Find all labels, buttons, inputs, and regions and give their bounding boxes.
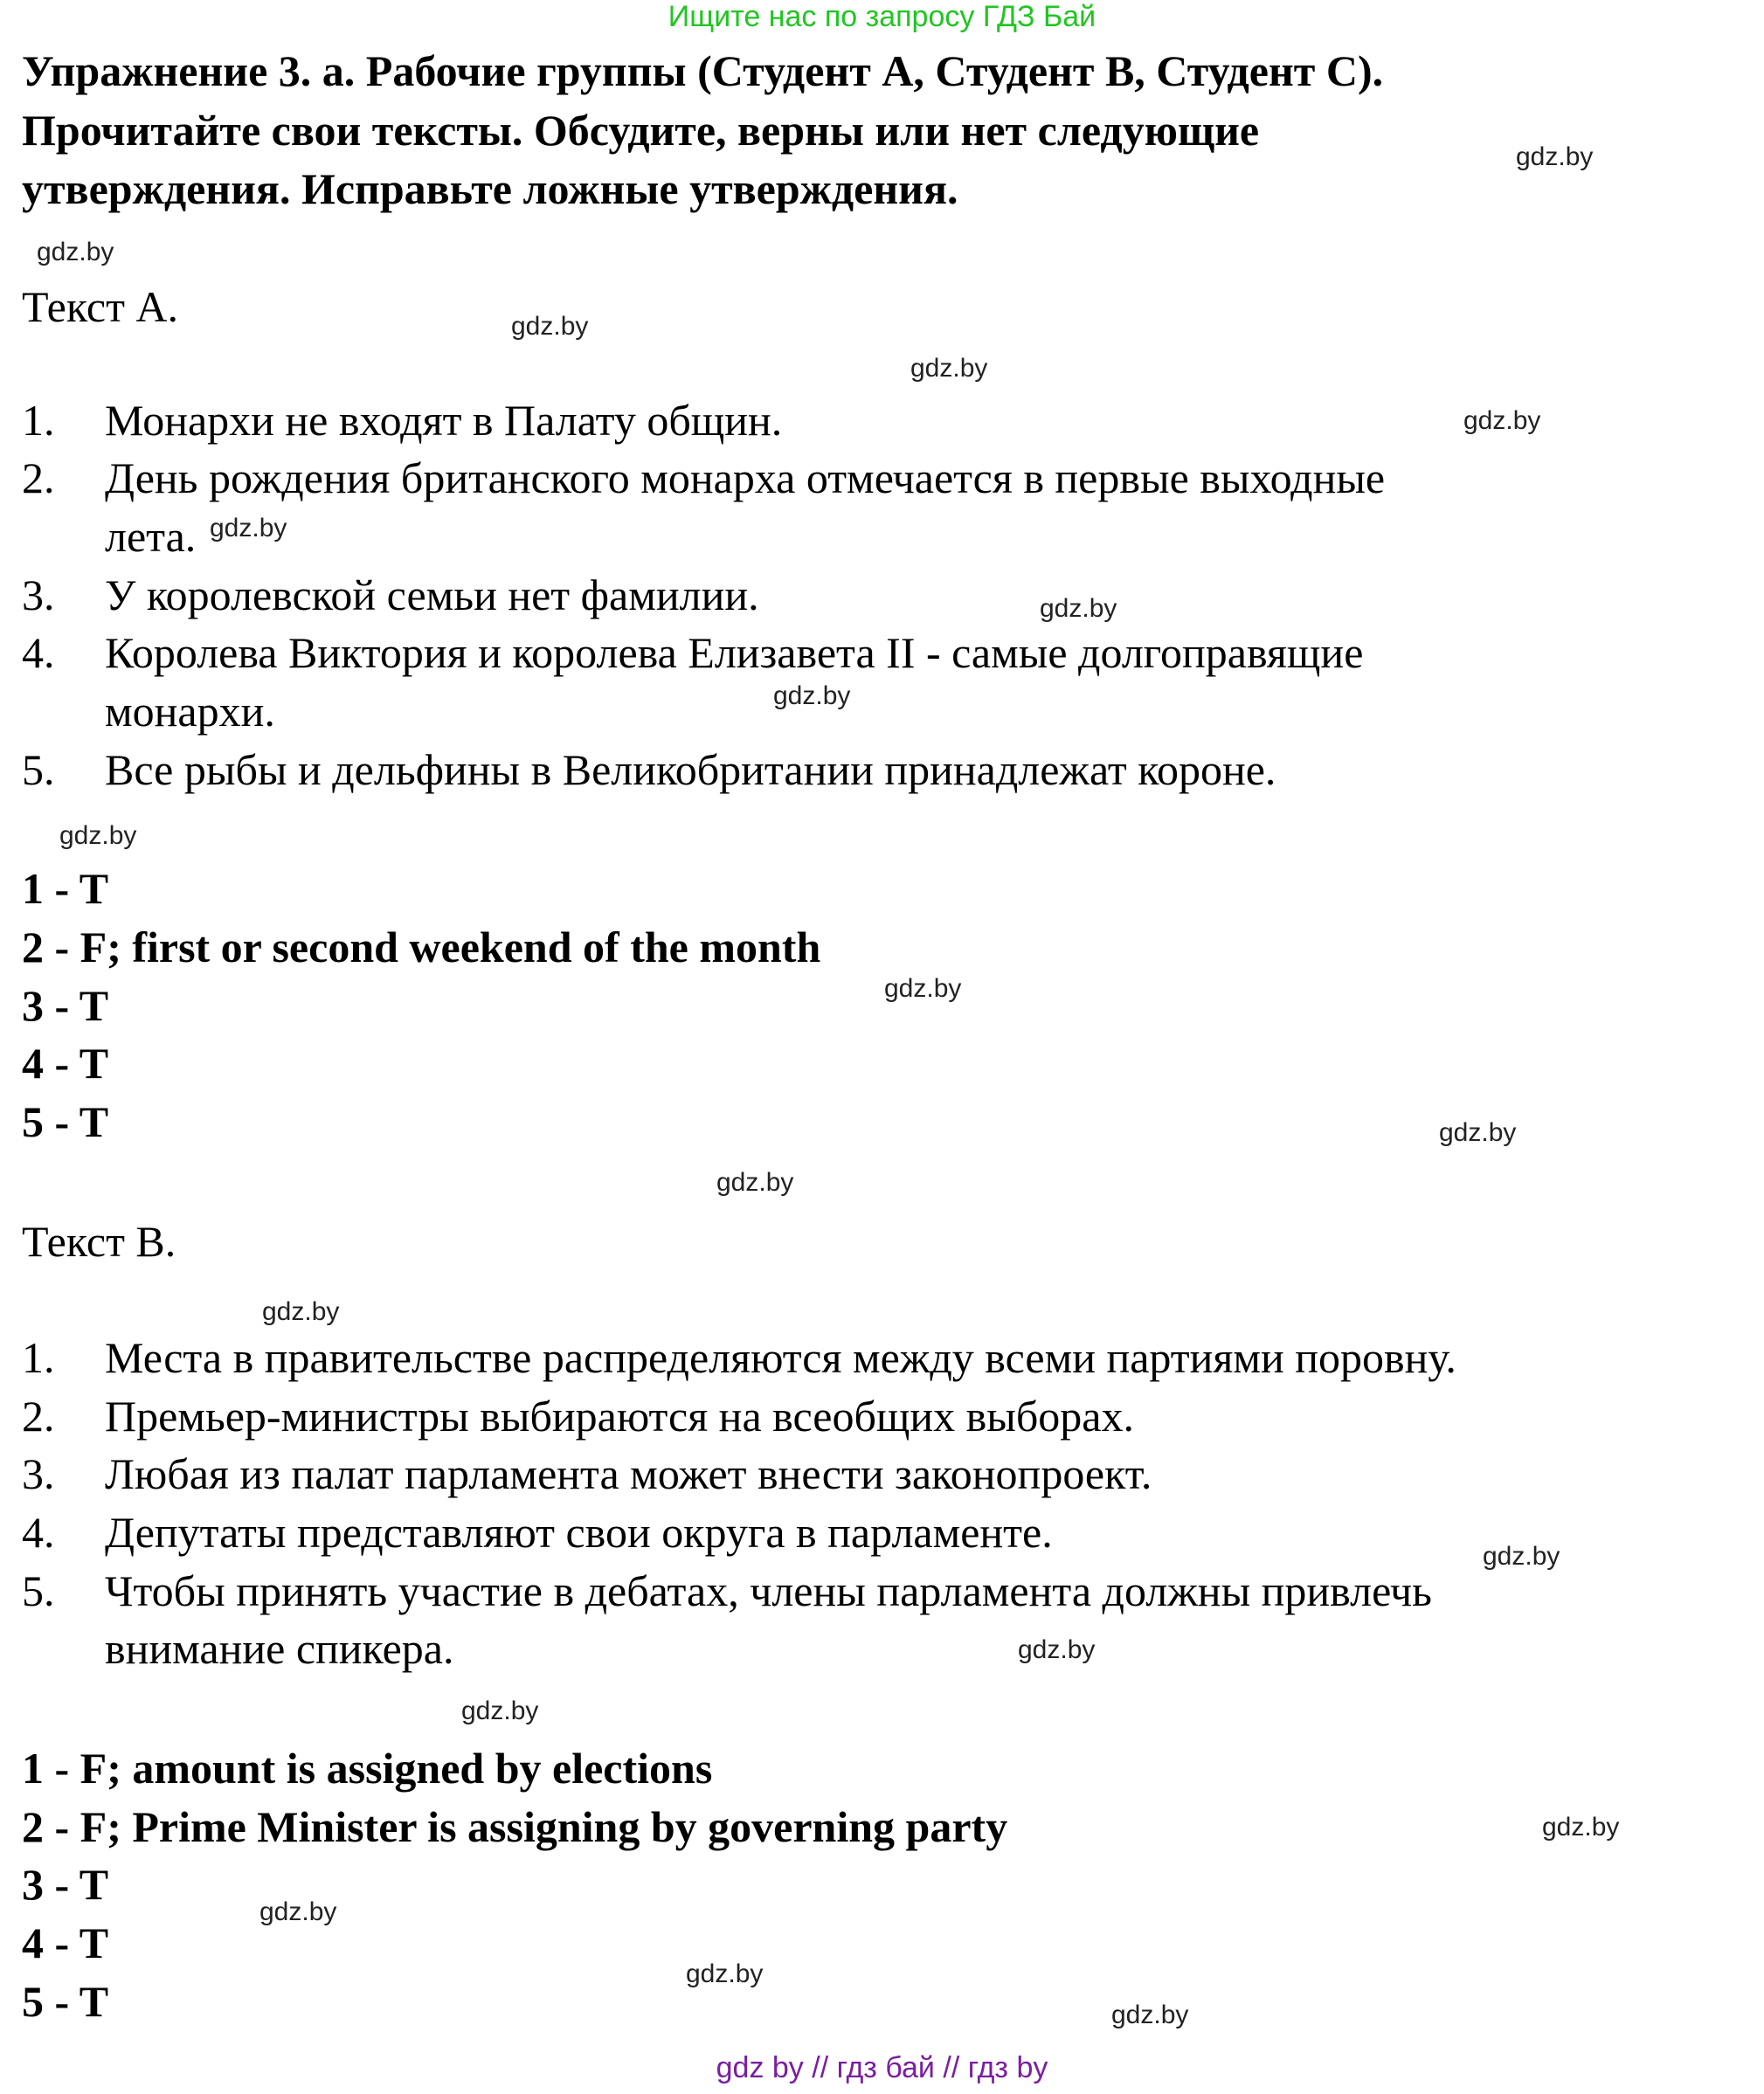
text-a-item-2-num: 2.	[22, 453, 55, 502]
text-b-heading: Текст В.	[22, 1217, 176, 1266]
text-a-answer-5: 5 - T	[22, 1097, 109, 1146]
watermark: gdz.by	[1018, 1635, 1096, 1664]
text-b-item-1-text: Места в правительстве распределяются между всеми партиями поровну.	[105, 1333, 1456, 1382]
watermark: gdz.by	[1040, 594, 1117, 623]
exercise-title-line-3: утверждения. Исправьте ложные утверждения.	[22, 164, 958, 213]
text-b-answer-3: 3 - T	[22, 1860, 109, 1909]
watermark: gdz.by	[262, 1297, 340, 1326]
exercise-title-line-2: Прочитайте свои тексты. Обсудите, верны или нет следующие	[22, 106, 1260, 155]
text-b-answer-2: 2 - F; Prime Minister is assigning by governing party	[22, 1802, 1008, 1851]
text-a-item-4-num: 4.	[22, 628, 55, 677]
text-a-item-5-text: Все рыбы и дельфины в Великобритании принадлежат короне.	[105, 745, 1276, 794]
text-b-answer-5: 5 - T	[22, 1977, 109, 2026]
text-a-answer-3: 3 - T	[22, 981, 109, 1030]
text-a-item-3-text: У королевской семьи нет фамилии.	[105, 570, 759, 619]
watermark: gdz.by	[37, 238, 114, 266]
text-a-item-2-text-cont: лета.	[105, 512, 197, 561]
footer-links: gdz by // гдз бай // гдз by	[716, 2051, 1048, 2084]
text-a-item-1-text: Монархи не входят в Палату общин.	[105, 396, 783, 445]
text-a-answer-4: 4 - T	[22, 1039, 109, 1088]
watermark: gdz.by	[461, 1697, 539, 1725]
watermark: gdz.by	[1463, 406, 1541, 435]
text-a-answer-2: 2 - F; first or second weekend of the month	[22, 923, 821, 971]
text-b-item-2-num: 2.	[22, 1392, 55, 1441]
text-a-item-1-num: 1.	[22, 396, 55, 445]
watermark: gdz.by	[773, 681, 851, 710]
text-a-item-3-num: 3.	[22, 570, 55, 619]
watermark: gdz.by	[1439, 1118, 1517, 1147]
text-b-item-5-text: Чтобы принять участие в дебатах, члены парламента должны привлечь	[105, 1566, 1432, 1615]
text-a-answer-1: 1 - T	[22, 864, 109, 913]
text-b-item-4-num: 4.	[22, 1508, 55, 1557]
text-b-item-1-num: 1.	[22, 1333, 55, 1382]
text-b-answer-1: 1 - F; amount is assigned by elections	[22, 1744, 713, 1793]
text-b-item-3-num: 3.	[22, 1449, 55, 1498]
text-b-item-3-text: Любая из палат парламента может внести законопроект.	[105, 1449, 1152, 1498]
watermark: gdz.by	[1483, 1542, 1560, 1571]
text-b-item-4-text: Депутаты представляют свои округа в парламенте.	[105, 1508, 1053, 1557]
watermark: gdz.by	[716, 1168, 794, 1197]
watermark: gdz.by	[1111, 2001, 1189, 2029]
top-banner: Ищите нас по запросу ГДЗ Бай	[668, 0, 1096, 33]
watermark: gdz.by	[1516, 142, 1594, 171]
watermark: gdz.by	[1542, 1813, 1620, 1842]
watermark: gdz.by	[59, 821, 137, 850]
text-b-item-5-num: 5.	[22, 1566, 55, 1615]
text-a-item-4-text: Королева Виктория и королева Елизавета II - самые долгоправящие	[105, 628, 1364, 677]
text-a-item-4-text-cont: монархи.	[105, 687, 275, 736]
watermark: gdz.by	[511, 312, 589, 341]
text-a-item-5-num: 5.	[22, 745, 55, 794]
text-b-answer-4: 4 - T	[22, 1918, 109, 1967]
exercise-title-line-1: Упражнение 3. а. Рабочие группы (Студент А, Студент В, Студент С).	[22, 46, 1384, 95]
watermark: gdz.by	[259, 1897, 337, 1926]
text-a-heading: Текст А.	[22, 282, 179, 331]
watermark: gdz.by	[910, 354, 988, 383]
watermark: gdz.by	[686, 1959, 764, 1988]
watermark: gdz.by	[210, 514, 287, 543]
text-b-item-5-text-cont: внимание спикера.	[105, 1624, 454, 1673]
watermark: gdz.by	[884, 974, 962, 1003]
text-b-item-2-text: Премьер-министры выбираются на всеобщих выборах.	[105, 1392, 1134, 1441]
text-a-item-2-text: День рождения британского монарха отмечается в первые выходные	[105, 453, 1386, 502]
